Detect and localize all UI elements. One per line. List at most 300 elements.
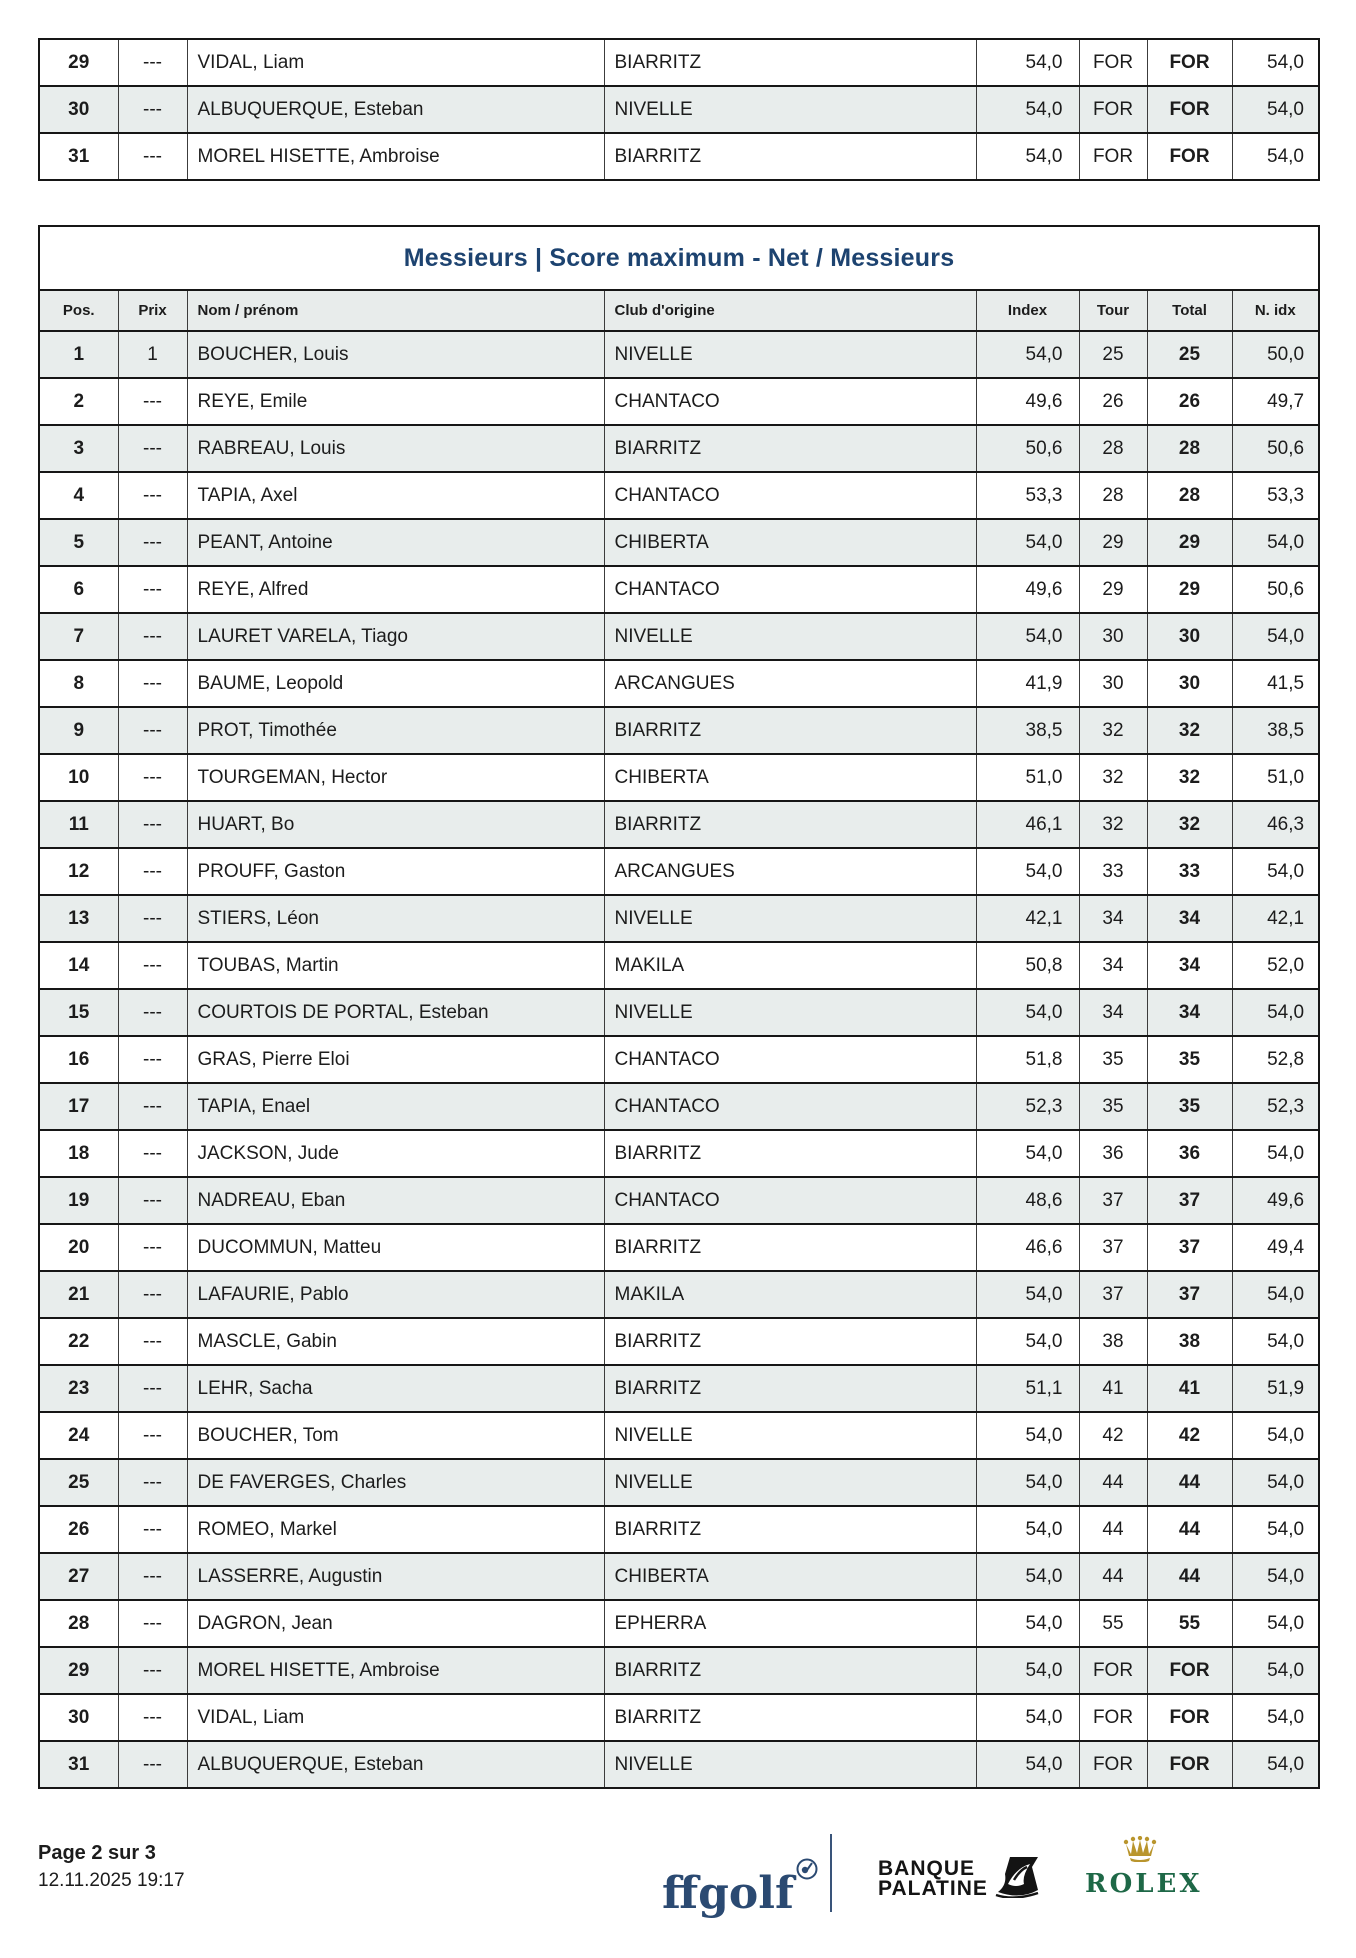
club-cell: EPHERRA — [604, 1600, 976, 1647]
new-index-cell: 54,0 — [1232, 86, 1319, 133]
position-cell: 16 — [39, 1036, 118, 1083]
prize-cell: --- — [118, 895, 187, 942]
index-cell: 54,0 — [976, 1271, 1079, 1318]
tour-cell: 28 — [1079, 472, 1147, 519]
table-row — [39, 942, 1319, 989]
table-header-row — [39, 290, 1319, 331]
table-row — [39, 331, 1319, 378]
club-cell: BIARRITZ — [604, 1224, 976, 1271]
index-cell: 54,0 — [976, 1318, 1079, 1365]
prize-cell: --- — [118, 848, 187, 895]
table-row — [39, 1694, 1319, 1741]
total-cell: 44 — [1147, 1553, 1232, 1600]
table-row — [39, 1412, 1319, 1459]
club-cell: NIVELLE — [604, 989, 976, 1036]
prize-cell: --- — [118, 1083, 187, 1130]
tour-cell: 34 — [1079, 989, 1147, 1036]
table-row — [39, 660, 1319, 707]
position-cell: 22 — [39, 1318, 118, 1365]
player-name-cell: LAURET VARELA, Tiago — [187, 613, 604, 660]
player-name-cell: PROT, Timothée — [187, 707, 604, 754]
position-cell: 13 — [39, 895, 118, 942]
player-name-cell: MASCLE, Gabin — [187, 1318, 604, 1365]
new-index-cell: 54,0 — [1232, 519, 1319, 566]
player-name-cell: REYE, Alfred — [187, 566, 604, 613]
position-cell: 14 — [39, 942, 118, 989]
banque-palatine-text — [878, 1856, 988, 1900]
total-cell: 28 — [1147, 425, 1232, 472]
new-index-cell: 54,0 — [1232, 1506, 1319, 1553]
index-cell: 51,8 — [976, 1036, 1079, 1083]
total-cell: 42 — [1147, 1412, 1232, 1459]
total-cell: 38 — [1147, 1318, 1232, 1365]
club-cell: BIARRITZ — [604, 1365, 976, 1412]
player-name-cell: MOREL HISETTE, Ambroise — [187, 133, 604, 180]
column-header-nidx: N. idx — [1232, 290, 1319, 331]
table-row — [39, 848, 1319, 895]
club-cell: CHIBERTA — [604, 1553, 976, 1600]
table-row — [39, 519, 1319, 566]
prize-cell: --- — [118, 1036, 187, 1083]
column-header-pos: Pos. — [39, 290, 118, 331]
new-index-cell: 54,0 — [1232, 1318, 1319, 1365]
prize-cell: --- — [118, 1694, 187, 1741]
index-cell: 54,0 — [976, 1412, 1079, 1459]
new-index-cell: 42,1 — [1232, 895, 1319, 942]
tour-cell: FOR — [1079, 39, 1147, 86]
tour-cell: FOR — [1079, 1694, 1147, 1741]
index-cell: 54,0 — [976, 133, 1079, 180]
prize-cell: --- — [118, 425, 187, 472]
position-cell: 30 — [39, 1694, 118, 1741]
index-cell: 54,0 — [976, 613, 1079, 660]
table-row — [39, 613, 1319, 660]
player-name-cell: PROUFF, Gaston — [187, 848, 604, 895]
table-row — [39, 1224, 1319, 1271]
position-cell: 4 — [39, 472, 118, 519]
position-cell: 23 — [39, 1365, 118, 1412]
club-cell: BIARRITZ — [604, 133, 976, 180]
club-cell: BIARRITZ — [604, 425, 976, 472]
prize-cell: --- — [118, 1459, 187, 1506]
table-row — [39, 472, 1319, 519]
table-row — [39, 39, 1319, 86]
prize-cell: 1 — [118, 331, 187, 378]
tour-cell: 25 — [1079, 331, 1147, 378]
club-cell: BIARRITZ — [604, 1694, 976, 1741]
index-cell: 46,6 — [976, 1224, 1079, 1271]
tour-cell: FOR — [1079, 1647, 1147, 1694]
total-cell: 44 — [1147, 1459, 1232, 1506]
club-cell: BIARRITZ — [604, 1506, 976, 1553]
index-cell: 53,3 — [976, 472, 1079, 519]
new-index-cell: 54,0 — [1232, 989, 1319, 1036]
table-row — [39, 1741, 1319, 1788]
player-name-cell: COURTOIS DE PORTAL, Esteban — [187, 989, 604, 1036]
new-index-cell: 49,6 — [1232, 1177, 1319, 1224]
tour-cell: FOR — [1079, 133, 1147, 180]
column-header-total: Total — [1147, 290, 1232, 331]
total-cell: 44 — [1147, 1506, 1232, 1553]
total-cell: 36 — [1147, 1130, 1232, 1177]
club-cell: BIARRITZ — [604, 707, 976, 754]
table-row — [39, 1459, 1319, 1506]
prize-cell: --- — [118, 1553, 187, 1600]
position-cell: 30 — [39, 86, 118, 133]
player-name-cell: ALBUQUERQUE, Esteban — [187, 86, 604, 133]
prize-cell: --- — [118, 1318, 187, 1365]
table-row — [39, 133, 1319, 180]
position-cell: 3 — [39, 425, 118, 472]
total-cell: 30 — [1147, 660, 1232, 707]
prize-cell: --- — [118, 754, 187, 801]
index-cell: 51,1 — [976, 1365, 1079, 1412]
club-cell: NIVELLE — [604, 1459, 976, 1506]
player-name-cell: MOREL HISETTE, Ambroise — [187, 1647, 604, 1694]
position-cell: 31 — [39, 1741, 118, 1788]
new-index-cell: 54,0 — [1232, 1694, 1319, 1741]
main-table-body — [39, 331, 1319, 1788]
club-cell: BIARRITZ — [604, 801, 976, 848]
prize-cell: --- — [118, 1130, 187, 1177]
table-row — [39, 1083, 1319, 1130]
new-index-cell: 54,0 — [1232, 1553, 1319, 1600]
banque-palatine-logo — [878, 1854, 1040, 1903]
position-cell: 17 — [39, 1083, 118, 1130]
new-index-cell: 49,4 — [1232, 1224, 1319, 1271]
index-cell: 54,0 — [976, 1600, 1079, 1647]
club-cell: NIVELLE — [604, 895, 976, 942]
rolex-logo — [1085, 1836, 1203, 1899]
table-row — [39, 1600, 1319, 1647]
player-name-cell: TAPIA, Enael — [187, 1083, 604, 1130]
new-index-cell: 46,3 — [1232, 801, 1319, 848]
table-title: Messieurs | Score maximum - Net / Messieurs — [39, 226, 1319, 290]
prize-cell: --- — [118, 660, 187, 707]
new-index-cell: 50,6 — [1232, 566, 1319, 613]
club-cell: CHANTACO — [604, 472, 976, 519]
index-cell: 54,0 — [976, 39, 1079, 86]
position-cell: 28 — [39, 1600, 118, 1647]
tour-cell: 44 — [1079, 1506, 1147, 1553]
index-cell: 54,0 — [976, 1694, 1079, 1741]
index-cell: 54,0 — [976, 848, 1079, 895]
page-number: Page 2 sur 3 — [38, 1842, 156, 1864]
player-name-cell: DE FAVERGES, Charles — [187, 1459, 604, 1506]
new-index-cell: 54,0 — [1232, 1647, 1319, 1694]
ffgolf-logo — [662, 1844, 818, 1919]
index-cell: 42,1 — [976, 895, 1079, 942]
table-row — [39, 754, 1319, 801]
index-cell: 54,0 — [976, 1647, 1079, 1694]
prize-cell: --- — [118, 1741, 187, 1788]
table-row — [39, 801, 1319, 848]
prize-cell: --- — [118, 613, 187, 660]
tour-cell: 26 — [1079, 378, 1147, 425]
index-cell: 51,0 — [976, 754, 1079, 801]
player-name-cell: TOUBAS, Martin — [187, 942, 604, 989]
index-cell: 46,1 — [976, 801, 1079, 848]
index-cell: 54,0 — [976, 1130, 1079, 1177]
club-cell: CHIBERTA — [604, 754, 976, 801]
prize-cell: --- — [118, 86, 187, 133]
tour-cell: 37 — [1079, 1271, 1147, 1318]
banque-palatine-line2: PALATINE — [878, 1876, 988, 1900]
position-cell: 26 — [39, 1506, 118, 1553]
index-cell: 48,6 — [976, 1177, 1079, 1224]
ffgolf-logo-text: ffgolf — [662, 1868, 794, 1919]
tour-cell: 44 — [1079, 1459, 1147, 1506]
position-cell: 29 — [39, 1647, 118, 1694]
player-name-cell: TOURGEMAN, Hector — [187, 754, 604, 801]
player-name-cell: LEHR, Sacha — [187, 1365, 604, 1412]
tour-cell: 30 — [1079, 613, 1147, 660]
index-cell: 50,8 — [976, 942, 1079, 989]
footer-divider — [830, 1834, 832, 1912]
position-cell: 27 — [39, 1553, 118, 1600]
total-cell: 32 — [1147, 754, 1232, 801]
tour-cell: 29 — [1079, 566, 1147, 613]
player-name-cell: BAUME, Leopold — [187, 660, 604, 707]
index-cell: 54,0 — [976, 1553, 1079, 1600]
position-cell: 18 — [39, 1130, 118, 1177]
total-cell: 32 — [1147, 707, 1232, 754]
rolex-logo-text: ROLEX — [1085, 1869, 1203, 1899]
table-row — [39, 895, 1319, 942]
new-index-cell: 52,3 — [1232, 1083, 1319, 1130]
index-cell: 54,0 — [976, 331, 1079, 378]
club-cell: MAKILA — [604, 1271, 976, 1318]
tour-cell: 36 — [1079, 1130, 1147, 1177]
index-cell: 54,0 — [976, 86, 1079, 133]
club-cell: BIARRITZ — [604, 39, 976, 86]
index-cell: 41,9 — [976, 660, 1079, 707]
column-header-prix: Prix — [118, 290, 187, 331]
club-cell: CHANTACO — [604, 1177, 976, 1224]
new-index-cell: 54,0 — [1232, 1459, 1319, 1506]
tour-cell: 37 — [1079, 1177, 1147, 1224]
club-cell: BIARRITZ — [604, 1130, 976, 1177]
total-cell: FOR — [1147, 133, 1232, 180]
total-cell: 29 — [1147, 519, 1232, 566]
index-cell: 54,0 — [976, 1459, 1079, 1506]
position-cell: 11 — [39, 801, 118, 848]
total-cell: 34 — [1147, 895, 1232, 942]
tour-cell: FOR — [1079, 1741, 1147, 1788]
page-footer — [0, 1834, 1356, 1944]
new-index-cell: 54,0 — [1232, 613, 1319, 660]
club-cell: BIARRITZ — [604, 1647, 976, 1694]
total-cell: FOR — [1147, 1741, 1232, 1788]
player-name-cell: NADREAU, Eban — [187, 1177, 604, 1224]
results-table-continuation — [38, 38, 1320, 181]
total-cell: 37 — [1147, 1271, 1232, 1318]
position-cell: 5 — [39, 519, 118, 566]
new-index-cell: 53,3 — [1232, 472, 1319, 519]
column-header-tour: Tour — [1079, 290, 1147, 331]
tour-cell: 33 — [1079, 848, 1147, 895]
table-row — [39, 1365, 1319, 1412]
tour-cell: 42 — [1079, 1412, 1147, 1459]
total-cell: 33 — [1147, 848, 1232, 895]
index-cell: 54,0 — [976, 1506, 1079, 1553]
table-row — [39, 1177, 1319, 1224]
total-cell: FOR — [1147, 1694, 1232, 1741]
index-cell: 54,0 — [976, 989, 1079, 1036]
table-row — [39, 989, 1319, 1036]
tour-cell: 41 — [1079, 1365, 1147, 1412]
banque-palatine-line1: BANQUE — [878, 1856, 976, 1880]
total-cell: 35 — [1147, 1036, 1232, 1083]
tour-cell: 35 — [1079, 1083, 1147, 1130]
tour-cell: 32 — [1079, 801, 1147, 848]
player-name-cell: DAGRON, Jean — [187, 1600, 604, 1647]
new-index-cell: 54,0 — [1232, 1600, 1319, 1647]
results-table-messieurs-net — [38, 225, 1320, 1789]
position-cell: 7 — [39, 613, 118, 660]
prize-cell: --- — [118, 39, 187, 86]
rolex-crown-icon — [1085, 1836, 1195, 1867]
club-cell: ARCANGUES — [604, 660, 976, 707]
total-cell: 28 — [1147, 472, 1232, 519]
tour-cell: 32 — [1079, 754, 1147, 801]
position-cell: 19 — [39, 1177, 118, 1224]
tour-cell: 38 — [1079, 1318, 1147, 1365]
column-header-nom: Nom / prénom — [187, 290, 604, 331]
position-cell: 6 — [39, 566, 118, 613]
club-cell: NIVELLE — [604, 1412, 976, 1459]
continuation-table-body — [39, 39, 1319, 180]
player-name-cell: ALBUQUERQUE, Esteban — [187, 1741, 604, 1788]
prize-cell: --- — [118, 1600, 187, 1647]
total-cell: 35 — [1147, 1083, 1232, 1130]
player-name-cell: TAPIA, Axel — [187, 472, 604, 519]
new-index-cell: 49,7 — [1232, 378, 1319, 425]
prize-cell: --- — [118, 1506, 187, 1553]
player-name-cell: LASSERRE, Augustin — [187, 1553, 604, 1600]
prize-cell: --- — [118, 942, 187, 989]
total-cell: 32 — [1147, 801, 1232, 848]
club-cell: NIVELLE — [604, 86, 976, 133]
new-index-cell: 54,0 — [1232, 1130, 1319, 1177]
index-cell: 38,5 — [976, 707, 1079, 754]
player-name-cell: ROMEO, Markel — [187, 1506, 604, 1553]
club-cell: CHANTACO — [604, 378, 976, 425]
table-row — [39, 1553, 1319, 1600]
table-row — [39, 378, 1319, 425]
table-row — [39, 1036, 1319, 1083]
new-index-cell: 41,5 — [1232, 660, 1319, 707]
table-row — [39, 1647, 1319, 1694]
total-cell: 37 — [1147, 1177, 1232, 1224]
prize-cell: --- — [118, 707, 187, 754]
column-header-index: Index — [976, 290, 1079, 331]
position-cell: 10 — [39, 754, 118, 801]
total-cell: FOR — [1147, 86, 1232, 133]
new-index-cell: 50,0 — [1232, 331, 1319, 378]
new-index-cell: 54,0 — [1232, 1741, 1319, 1788]
club-cell: CHIBERTA — [604, 519, 976, 566]
new-index-cell: 51,9 — [1232, 1365, 1319, 1412]
prize-cell: --- — [118, 989, 187, 1036]
player-name-cell: REYE, Emile — [187, 378, 604, 425]
club-cell: NIVELLE — [604, 613, 976, 660]
tour-cell: 34 — [1079, 895, 1147, 942]
player-name-cell: PEANT, Antoine — [187, 519, 604, 566]
timestamp: 12.11.2025 19:17 — [38, 1870, 185, 1891]
prize-cell: --- — [118, 378, 187, 425]
table-row — [39, 1271, 1319, 1318]
prize-cell: --- — [118, 801, 187, 848]
prize-cell: --- — [118, 1271, 187, 1318]
table-row — [39, 707, 1319, 754]
position-cell: 8 — [39, 660, 118, 707]
page-info — [38, 1842, 185, 1892]
player-name-cell: BOUCHER, Tom — [187, 1412, 604, 1459]
player-name-cell: DUCOMMUN, Matteu — [187, 1224, 604, 1271]
total-cell: 29 — [1147, 566, 1232, 613]
index-cell: 52,3 — [976, 1083, 1079, 1130]
table-row — [39, 1506, 1319, 1553]
table-row — [39, 1318, 1319, 1365]
tour-cell: 34 — [1079, 942, 1147, 989]
position-cell: 29 — [39, 39, 118, 86]
position-cell: 9 — [39, 707, 118, 754]
prize-cell: --- — [118, 472, 187, 519]
player-name-cell: RABREAU, Louis — [187, 425, 604, 472]
total-cell: 34 — [1147, 989, 1232, 1036]
total-cell: FOR — [1147, 39, 1232, 86]
index-cell: 54,0 — [976, 519, 1079, 566]
prize-cell: --- — [118, 519, 187, 566]
club-cell: ARCANGUES — [604, 848, 976, 895]
tour-cell: 32 — [1079, 707, 1147, 754]
position-cell: 25 — [39, 1459, 118, 1506]
table-row — [39, 86, 1319, 133]
tour-cell: 37 — [1079, 1224, 1147, 1271]
prize-cell: --- — [118, 1412, 187, 1459]
new-index-cell: 54,0 — [1232, 848, 1319, 895]
player-name-cell: STIERS, Léon — [187, 895, 604, 942]
table-row — [39, 566, 1319, 613]
new-index-cell: 54,0 — [1232, 1412, 1319, 1459]
new-index-cell: 38,5 — [1232, 707, 1319, 754]
total-cell: 30 — [1147, 613, 1232, 660]
club-cell: CHANTACO — [604, 1083, 976, 1130]
new-index-cell: 52,0 — [1232, 942, 1319, 989]
table-row — [39, 425, 1319, 472]
new-index-cell: 51,0 — [1232, 754, 1319, 801]
position-cell: 31 — [39, 133, 118, 180]
position-cell: 2 — [39, 378, 118, 425]
club-cell: NIVELLE — [604, 1741, 976, 1788]
new-index-cell: 54,0 — [1232, 133, 1319, 180]
index-cell: 49,6 — [976, 566, 1079, 613]
tour-cell: FOR — [1079, 86, 1147, 133]
club-cell: BIARRITZ — [604, 1318, 976, 1365]
new-index-cell: 54,0 — [1232, 39, 1319, 86]
new-index-cell: 52,8 — [1232, 1036, 1319, 1083]
tour-cell: 30 — [1079, 660, 1147, 707]
total-cell: 41 — [1147, 1365, 1232, 1412]
prize-cell: --- — [118, 1647, 187, 1694]
total-cell: 34 — [1147, 942, 1232, 989]
position-cell: 1 — [39, 331, 118, 378]
new-index-cell: 50,6 — [1232, 425, 1319, 472]
club-cell: CHANTACO — [604, 1036, 976, 1083]
new-index-cell: 54,0 — [1232, 1271, 1319, 1318]
player-name-cell: BOUCHER, Louis — [187, 331, 604, 378]
